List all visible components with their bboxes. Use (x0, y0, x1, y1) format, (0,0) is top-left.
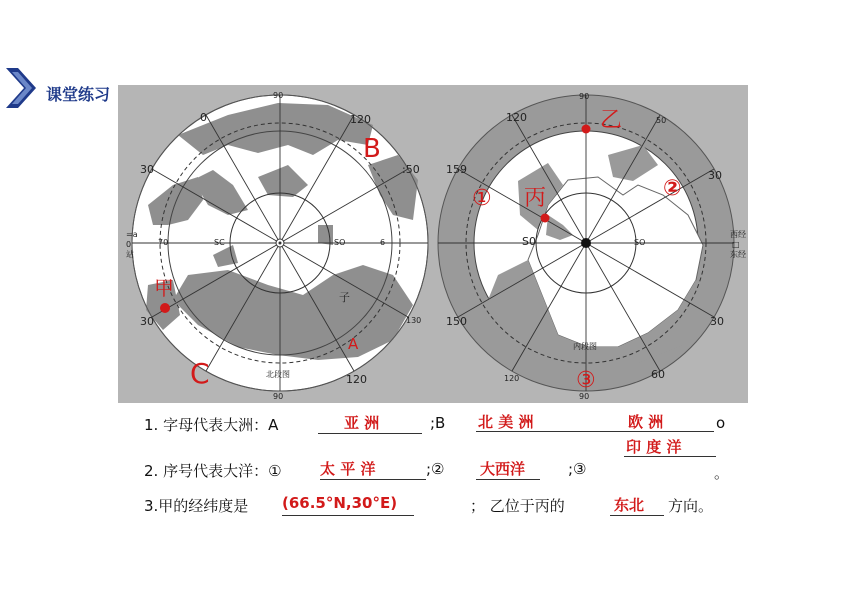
chevron-right-icon (4, 66, 40, 110)
right-lon-label: 120 (504, 374, 520, 383)
left-map-caption: 北段图 (266, 370, 290, 379)
left-lat-label: SO (334, 238, 346, 247)
question-2-suffix: 。 (714, 464, 730, 482)
right-lon-label: 60 (651, 368, 665, 381)
left-lon-label: 130 (406, 316, 422, 325)
question-3-mid: ； 乙位于丙的 (470, 497, 565, 515)
right-lon-label: 50 (656, 116, 667, 125)
left-lon-label: 30 (140, 163, 154, 176)
answer-ocean-3-underline (624, 456, 716, 457)
left-side-label: 0 (126, 240, 132, 249)
point-bing-label: 丙 (524, 186, 547, 211)
question-2-sep2: ;③ (568, 460, 587, 478)
question-1-b-label: ;B (430, 414, 446, 432)
left-lon-label: 90 (273, 392, 284, 401)
answer-ocean-2-underline (476, 479, 540, 480)
question-3-prefix: 3.甲的经纬度是 (144, 497, 249, 515)
answer-bc-underline (476, 431, 714, 432)
point-bing-marker (541, 214, 550, 223)
right-lon-label: 90 (579, 92, 590, 101)
answer-jia-underline (282, 515, 414, 516)
ocean-1-label: ① (472, 186, 492, 211)
answer-a: 亚 洲 (344, 414, 380, 432)
ocean-2-label: ② (663, 176, 682, 201)
right-lon-label: 159 (446, 163, 467, 176)
point-jia-marker (160, 303, 170, 313)
left-lon-label: 0 (200, 111, 207, 124)
question-1-suffix: o (716, 414, 726, 432)
answer-ocean-3: 印 度 洋 (626, 438, 682, 456)
polar-maps-panel (118, 85, 748, 403)
right-side-label: 东经 (730, 250, 746, 259)
question-2-prefix: 2. 序号代表大洋：① (144, 462, 282, 480)
right-lon-label: 120 (506, 111, 527, 124)
left-lon-label: :50 (402, 163, 420, 176)
left-polar-map (126, 91, 428, 401)
left-lon-label: 120 (350, 113, 371, 126)
answer-a-underline (318, 433, 422, 434)
answer-ocean-2: 大西洋 (480, 460, 526, 478)
question-2-sep: ;② (426, 460, 445, 478)
right-lon-label: 90 (579, 392, 590, 401)
answer-ocean-1-underline (320, 479, 426, 480)
left-lon-label: 90 (273, 91, 284, 100)
right-lon-label: 30 (710, 315, 724, 328)
continent-c-label: C (190, 357, 210, 390)
answer-direction-underline (610, 515, 664, 516)
point-jia-label: 甲 (154, 276, 174, 300)
section-title: 课堂练习 (46, 85, 111, 104)
left-lat-label: SC (214, 238, 225, 247)
right-side-label: □ (732, 240, 740, 249)
left-small-label: 子 (339, 291, 350, 304)
continent-a-label: A (348, 335, 359, 353)
left-side-label: =a (126, 230, 138, 239)
right-polar-map (438, 92, 746, 401)
right-side-label: 西经 (730, 230, 746, 239)
answer-c: 欧 洲 (628, 413, 664, 431)
point-yi-label: 乙 (600, 108, 623, 133)
right-lon-label: 30 (708, 169, 722, 182)
answer-direction: 东北 (614, 496, 645, 514)
left-lon-label: 120 (346, 373, 367, 386)
continent-b-label: B (363, 134, 381, 164)
ocean-3-label: ③ (576, 368, 596, 393)
left-lat-label: 70 (158, 238, 169, 247)
right-lat-label: SO (634, 238, 646, 247)
right-map-caption: 内段图 (573, 342, 597, 351)
right-lon-label: 150 (446, 315, 467, 328)
point-yi-marker (582, 125, 591, 134)
question-3-suffix: 方向。 (668, 497, 714, 515)
question-1-prefix: 1. 字母代表大洲：A (144, 416, 279, 434)
answer-ocean-1: 太 平 洋 (320, 460, 376, 478)
left-side-label: 站 (126, 250, 134, 259)
left-lat-label: 6 (380, 238, 386, 247)
answer-b: 北 美 洲 (478, 413, 534, 431)
answer-jia-coordinates: (66.5°N,30°E) (282, 494, 398, 512)
left-lon-label: 30 (140, 315, 154, 328)
right-lat-label: S0 (522, 235, 536, 248)
